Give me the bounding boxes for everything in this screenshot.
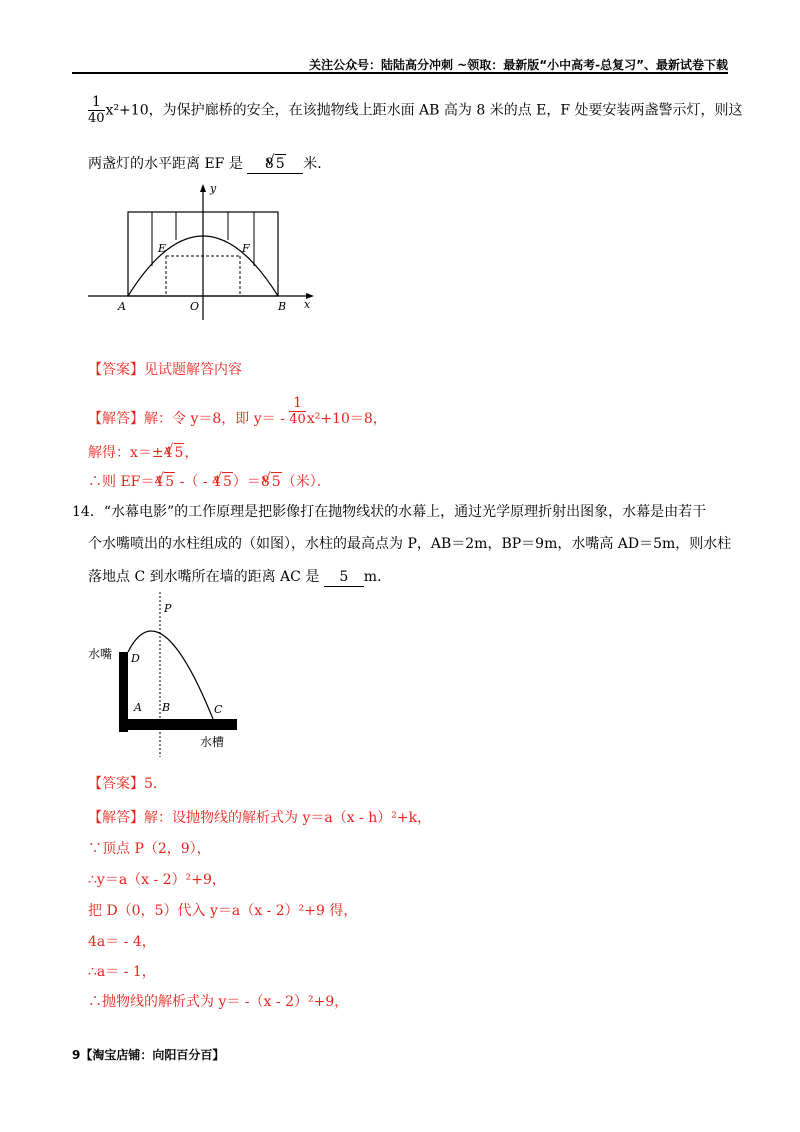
q13-line1 [88, 95, 743, 126]
point-d-label: D [131, 652, 140, 665]
q13-line1-text: x²+10，为保护廊桥的安全，在该抛物线上距水面 AB 高为 8 米的点 E，F 处要安装两盏警示灯，则这 [105, 102, 743, 119]
point-c-label: C [214, 703, 223, 716]
q13-solution-line2: 解得：x＝±4√ 5， [88, 443, 198, 462]
y-axis-label: y [210, 182, 217, 195]
point-b-label: B [278, 300, 287, 313]
q14-line2: 个水嘴喷出的水柱组成的（如图），水柱的最高点为 P，AB＝2m，BP＝9m，水嘴高 AD＝5m，则水柱 [88, 536, 732, 552]
q14-solution-line5: 4a＝ - 4， [88, 934, 156, 950]
trough-label: 水槽 [200, 735, 225, 749]
q13-solution-line1: 【解答】解：令 y＝8，即 y＝ - $\frac{1}{40}$ x²+10＝8， [88, 394, 387, 427]
q14-solution-line4: 把 D（0，5）代入 y＝a（x - 2）²+9 得， [88, 903, 358, 919]
q13-bridge-diagram [88, 180, 328, 320]
q13-fraction: $\frac{1}{40}$ [88, 94, 105, 126]
page-footer: 9【淘宝店铺：向阳百分百】 [72, 1048, 225, 1062]
q13-answer: 【答案】见试题解答内容 [88, 362, 242, 378]
q13-line2: 两盏灯的水平距离 EF 是 8√ 5 米． [88, 154, 331, 174]
q14-line1: 14．“水幕电影”的工作原理是把影像打在抛物线状的水幕上，通过光学原理折射出图象，水幕是由若干 [72, 504, 707, 520]
q14-line3: 落地点 C 到水嘴所在墙的距离 AC 是 5 m． [88, 569, 392, 585]
point-a-label: A [134, 701, 142, 714]
x-axis-label: x [304, 298, 311, 311]
q14-solution-line1: 【解答】解：设抛物线的解析式为 y＝a（x - h）²+k， [88, 810, 432, 826]
q14-water-screen-diagram [88, 592, 258, 757]
spout-label: 水嘴 [88, 647, 113, 661]
q14-answer-blank: 5 [324, 568, 364, 587]
point-p-label: P [164, 602, 172, 615]
point-b-label: B [162, 701, 171, 714]
point-a-label: A [118, 300, 126, 313]
q14-solution-line7: ∴抛物线的解析式为 y＝ -（x - 2）²+9， [88, 994, 349, 1010]
q14-answer: 【答案】5． [88, 776, 167, 792]
q14-solution-line6: ∴a＝ - 1， [88, 964, 156, 980]
page-header: 关注公众号：陆陆高分冲刺 ~领取：最新版“小中高考-总复习”、最新试卷下载 [309, 58, 728, 72]
point-e-label: E [158, 242, 167, 255]
q13-solution-line3: ∴则 EF＝4√ 5 -（ - 4√ 5）＝8√ 5（米）． [88, 472, 331, 491]
point-f-label: F [242, 242, 250, 255]
q13-solution-fraction: $\frac{1}{40}$ [289, 394, 306, 427]
q14-solution-line2: ∵顶点 P（2，9）， [88, 841, 211, 857]
origin-label: O [190, 300, 200, 313]
q14-solution-line3: ∴y＝a（x - 2）²+9， [88, 872, 226, 888]
q13-answer-blank: 8√ 5 [247, 154, 303, 174]
header-divider [72, 72, 728, 74]
